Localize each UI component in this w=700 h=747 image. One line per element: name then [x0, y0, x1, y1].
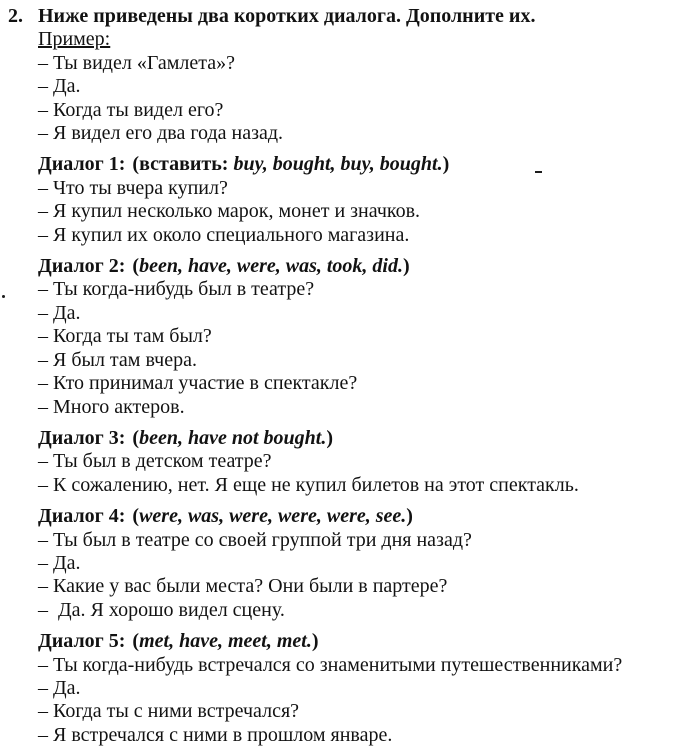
example-label: Пример:: [38, 28, 111, 51]
dialog-line: – Когда ты с ними встречался?: [38, 700, 300, 723]
dialog-line: – Да. Я хорошо видел сцену.: [38, 598, 285, 621]
dialog-5: [38, 630, 696, 747]
dialog-line: – Я купил их около специального магазина.: [38, 223, 410, 246]
dialog-4-title: Диалог 4:: [38, 505, 126, 528]
close-paren: ): [326, 426, 334, 449]
dialog-3-title: Диалог 3:: [38, 426, 126, 449]
dialog-line: – Да.: [38, 301, 81, 324]
dialog-2-words: been, have, were, was, took, did.: [139, 255, 403, 278]
dialog-line: – Да.: [38, 676, 81, 699]
dialog-2-header: [38, 255, 696, 278]
open-paren: (: [132, 630, 140, 653]
example-block: [38, 28, 696, 145]
close-paren: ): [442, 153, 450, 176]
close-paren: ): [402, 255, 410, 278]
dialog-1-words: buy, bought, buy, bought.: [233, 153, 443, 176]
dialog-line: – Когда ты там был?: [38, 325, 212, 348]
dialog-5-header: [38, 630, 696, 653]
dialog-2-title: Диалог 2:: [38, 255, 126, 278]
scan-artifact-dot: [2, 295, 5, 298]
example-line: – Я видел его два года назад.: [38, 122, 284, 145]
example-line: – Когда ты видел его?: [38, 98, 224, 121]
open-paren: (: [132, 505, 140, 528]
scan-artifact-dash: [535, 171, 542, 173]
open-paren: (: [132, 153, 140, 176]
close-paren: ): [311, 630, 319, 653]
dialog-line: – Кто принимал участие в спектакле?: [38, 372, 358, 395]
dialog-3-header: [38, 427, 696, 450]
dialog-1-words-prefix: вставить:: [139, 153, 234, 176]
open-paren: (: [132, 426, 140, 449]
exercise-2: [8, 5, 696, 747]
dialog-5-words: met, have, meet, met.: [139, 630, 312, 653]
dialog-line: – Я купил несколько марок, монет и значков.: [38, 200, 421, 223]
dialog-1-title: Диалог 1:: [38, 153, 126, 176]
dialog-1: [38, 153, 696, 247]
dialog-line: – Ты когда-нибудь встречался со знаменитыми путешественниками?: [38, 653, 623, 676]
dialog-line: – Да.: [38, 551, 81, 574]
dialog-line: – Ты был в детском театре?: [38, 450, 272, 473]
exercise-number: 2.: [8, 5, 23, 27]
dialog-3: [38, 427, 696, 497]
dialog-5-title: Диалог 5:: [38, 630, 126, 653]
open-paren: (: [132, 255, 140, 278]
dialog-3-words: been, have not bought.: [139, 426, 327, 449]
example-line: – Да.: [38, 75, 81, 98]
dialog-line: – Много актеров.: [38, 395, 185, 418]
dialog-1-header: [38, 153, 696, 176]
dialog-line: – Ты когда-нибудь был в театре?: [38, 278, 315, 301]
exercise-content: [38, 5, 696, 747]
dialog-2: [38, 255, 696, 419]
dialog-line: – Ты был в театре со своей группой три дня назад?: [38, 528, 472, 551]
close-paren: ): [406, 505, 413, 528]
dialog-4-words: were, was, were, were, were, see.: [139, 505, 407, 528]
dialog-line: – Я был там вчера.: [38, 348, 197, 371]
dialog-line: – Я встречался с ними в прошлом январе.: [38, 723, 393, 746]
dialog-line: – К сожалению, нет. Я еще не купил билетов на этот спектакль.: [38, 473, 579, 496]
exercise-heading: Ниже приведены два коротких диалога. Дополните их.: [38, 5, 536, 27]
dialog-4-header: [38, 505, 696, 528]
dialog-line: – Какие у вас были места? Они были в партере?: [38, 575, 448, 598]
dialog-4: [38, 505, 696, 622]
example-line: – Ты видел «Гамлета»?: [38, 51, 236, 74]
dialog-line: – Что ты вчера купил?: [38, 176, 228, 199]
